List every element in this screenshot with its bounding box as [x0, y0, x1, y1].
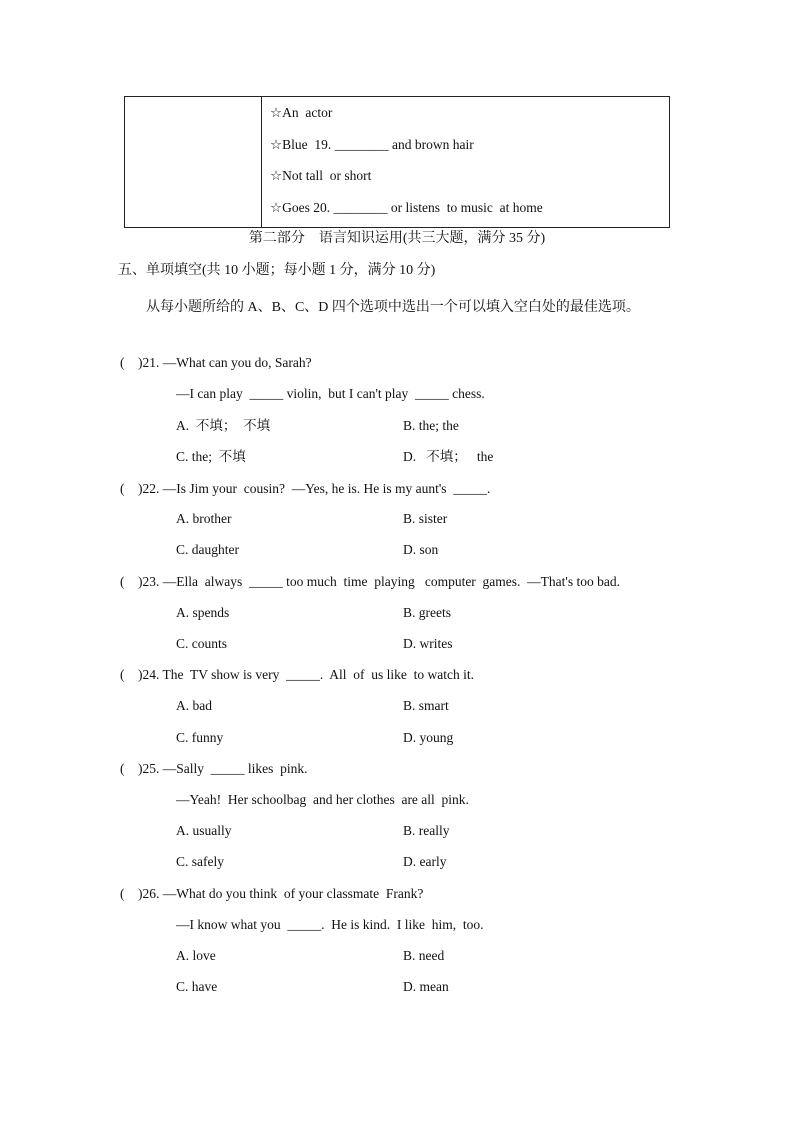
option-b: B. the; the: [403, 418, 459, 433]
option-c: C. funny: [176, 730, 224, 745]
question-stem: ( )24. The TV show is very _____. All of us like to watch it.: [120, 667, 474, 682]
question-stem-continued: —I know what you _____. He is kind. I like him, too.: [176, 917, 484, 932]
question-stem-continued: —Yeah! Her schoolbag and her clothes are all pink.: [176, 792, 469, 807]
question-stem: ( )21. —What can you do, Sarah?: [120, 355, 312, 370]
option-a: A. usually: [176, 823, 232, 838]
question-stem: ( )23. —Ella always _____ too much time playing computer games. —That's too bad.: [120, 574, 620, 589]
option-c: C. daughter: [176, 542, 239, 557]
section-title: 五、单项填空(共 10 小题；每小题 1 分，满分 10 分): [118, 263, 436, 278]
table-line: ☆Blue 19. ________ and brown hair: [270, 136, 474, 152]
table-line: ☆Not tall or short: [270, 168, 372, 183]
option-a: A. brother: [176, 511, 232, 526]
option-a: A. 不填； 不填: [176, 418, 271, 433]
question-stem: ( )25. —Sally _____ likes pink.: [120, 761, 308, 776]
table-left-cell: [125, 97, 262, 228]
option-b: B. really: [403, 823, 450, 838]
instruction-text: 从每小题所给的 A、B、C、D 四个选项中选出一个可以填入空白处的最佳选项。: [146, 300, 640, 315]
option-d: D. 不填； the: [403, 449, 494, 464]
option-d: D. son: [403, 542, 439, 557]
option-c: C. counts: [176, 636, 228, 651]
question-stem: ( )22. —Is Jim your cousin? —Yes, he is. He is my aunt's _____.: [120, 481, 491, 496]
option-a: A. spends: [176, 605, 230, 620]
option-b: B. sister: [403, 511, 448, 526]
option-b: B. greets: [403, 605, 451, 620]
option-d: D. early: [403, 854, 447, 869]
question-stem-continued: —I can play _____ violin, but I can't play _____ chess.: [176, 386, 485, 401]
part-title: 第二部分 语言知识运用(共三大题，满分 35 分): [248, 231, 546, 246]
option-a: A. bad: [176, 698, 212, 713]
info-table: [124, 96, 670, 228]
option-c: C. have: [176, 979, 218, 994]
table-right-cell: [262, 97, 670, 228]
option-a: A. love: [176, 948, 216, 963]
table-line: ☆An actor: [270, 105, 333, 120]
option-b: B. smart: [403, 698, 449, 713]
option-d: D. writes: [403, 636, 453, 651]
option-c: C. safely: [176, 854, 224, 869]
table-line: ☆Goes 20. ________ or listens to music at home: [270, 199, 543, 215]
question-stem: ( )26. —What do you think of your classmate Frank?: [120, 886, 424, 901]
option-b: B. need: [403, 948, 445, 963]
option-c: C. the; 不填: [176, 449, 246, 464]
option-d: D. mean: [403, 979, 449, 994]
option-d: D. young: [403, 730, 454, 745]
